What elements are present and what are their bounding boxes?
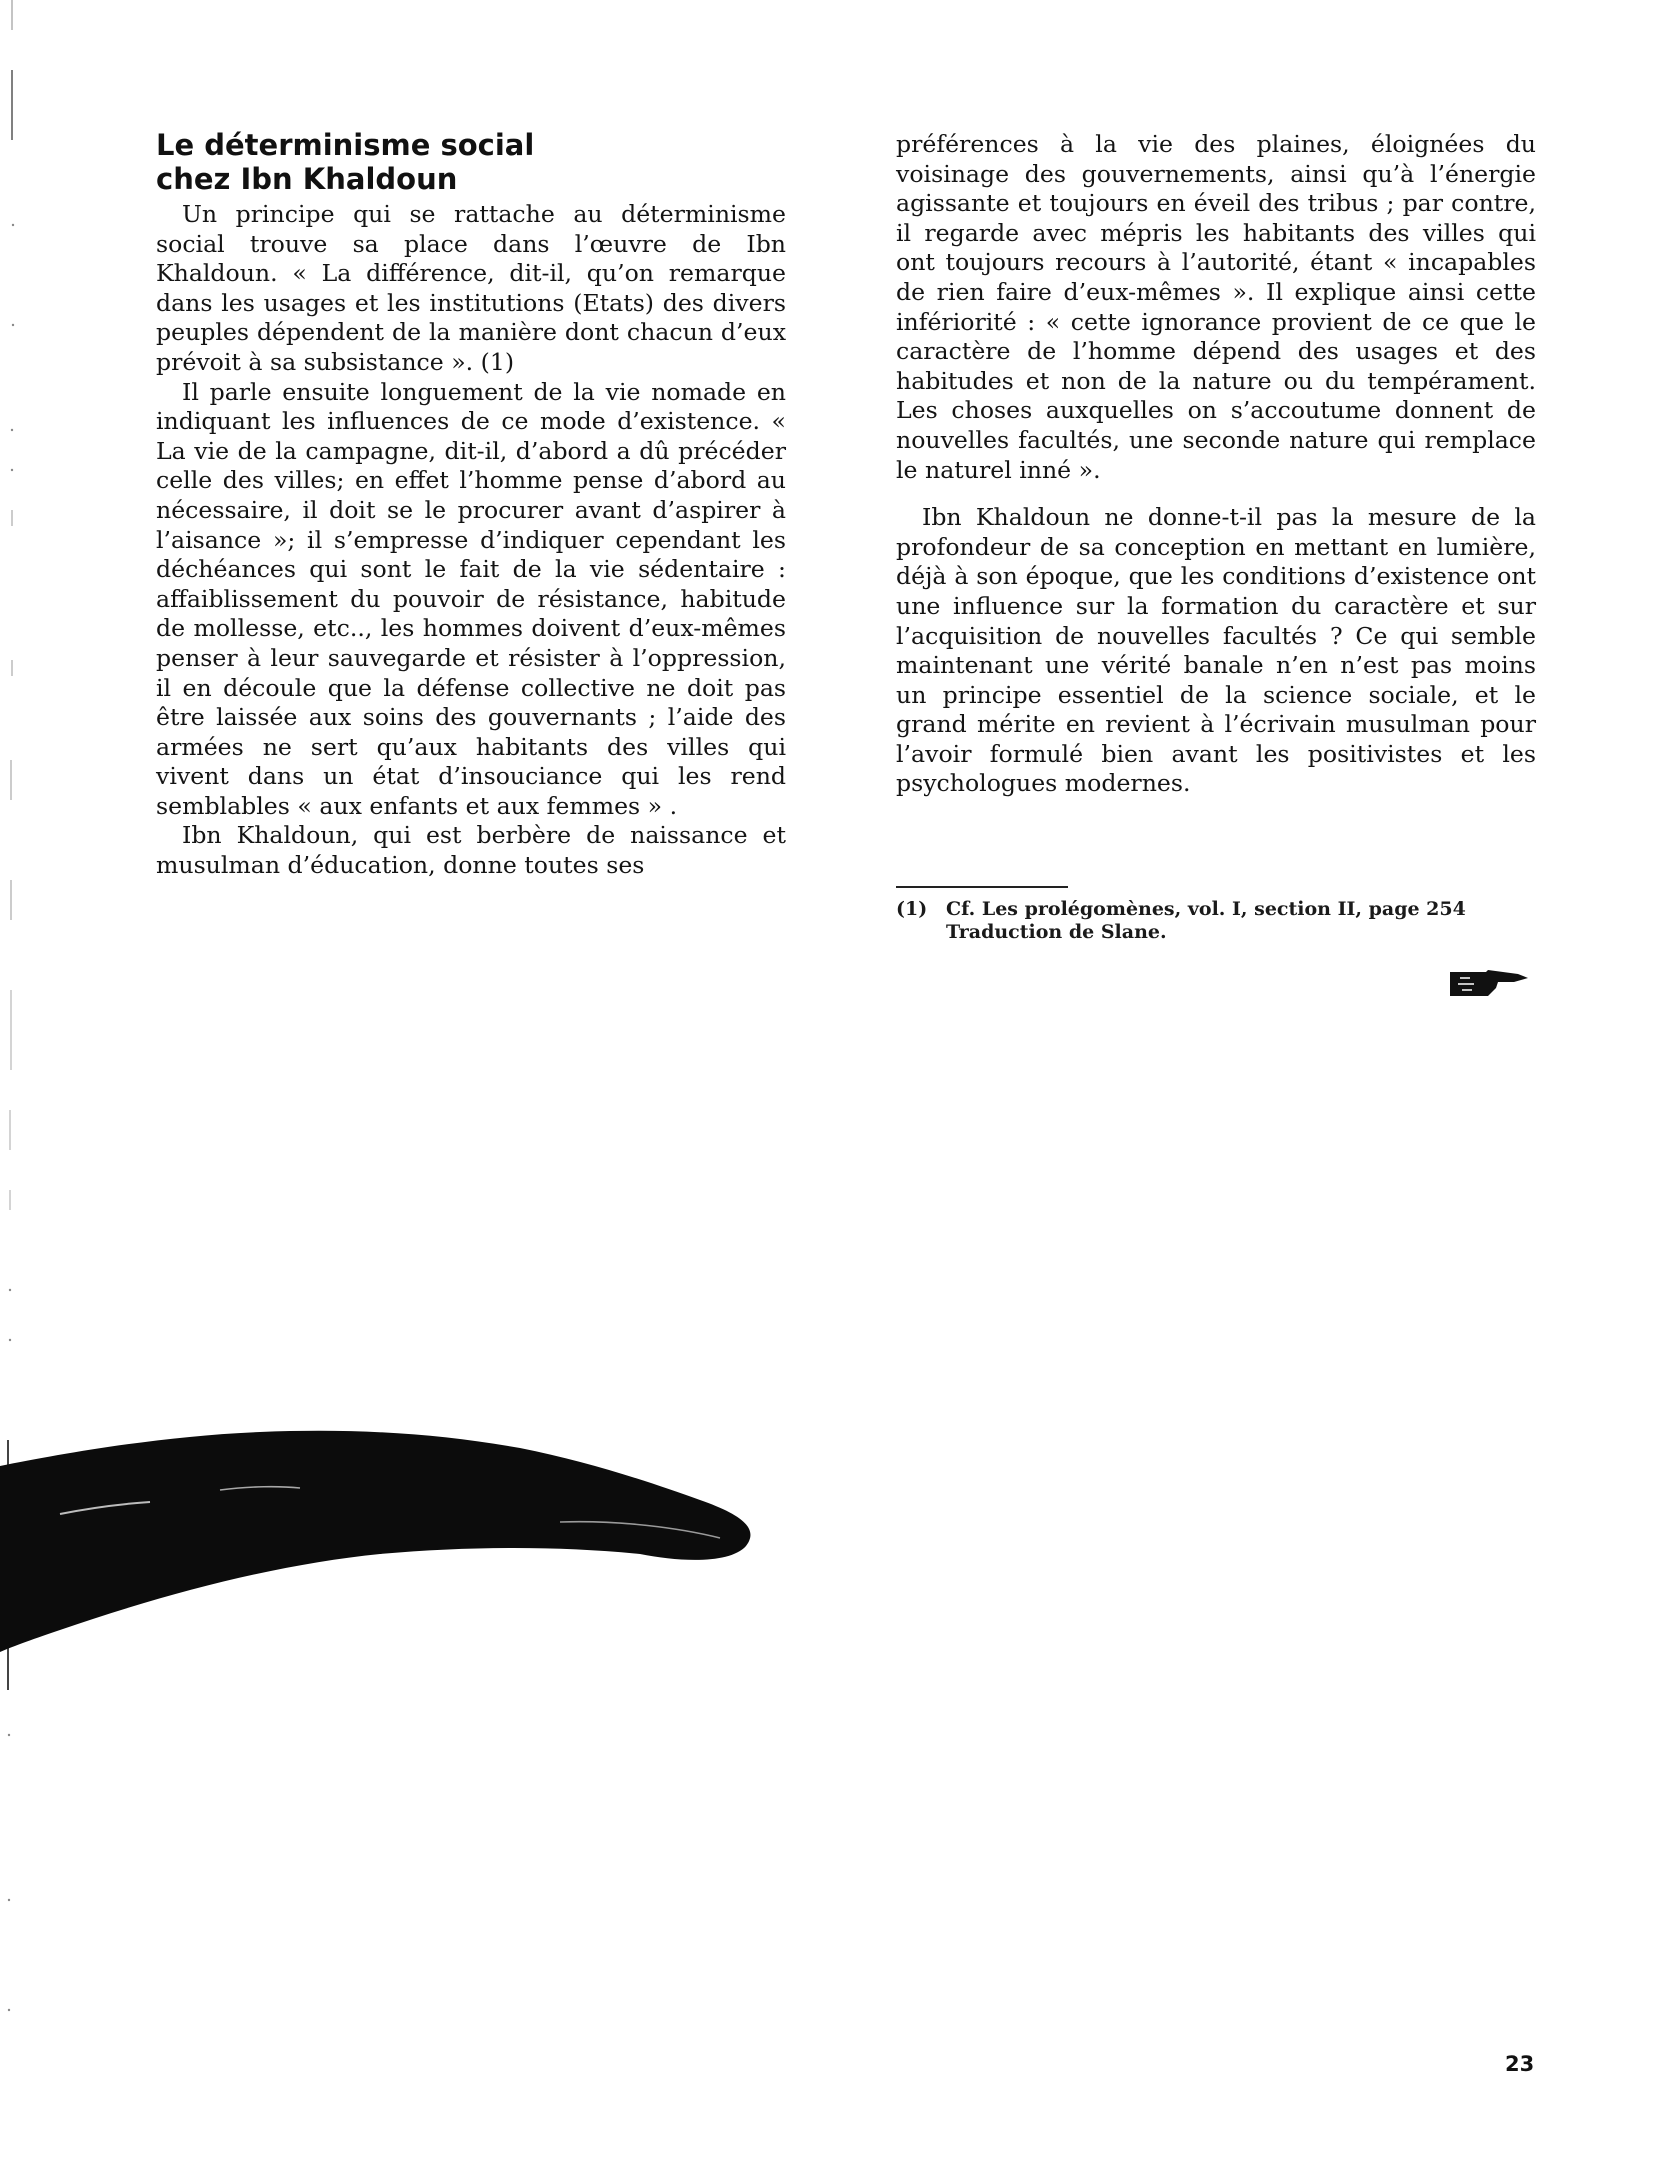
scan-edge-marks bbox=[0, 0, 24, 2176]
title-line-1: Le déterminisme social bbox=[156, 128, 535, 162]
footnote bbox=[896, 898, 1536, 944]
article-title bbox=[156, 128, 786, 196]
footnote-line-2: Traduction de Slane. bbox=[946, 921, 1167, 943]
paragraph-2: Il parle ensuite longuement de la vie nomade en indiquant les influences de ce mode d’existence. « La vie de la campagne, dit-il, d’abord a dû précéder celle des villes; en effet l’homme pense d’abord au nécessaire, il doit se le procurer avant d’aspirer à l’aisance »; il s’empresse d’indiquer cependant les déchéances qui sont le fait de la vie sédentaire : affaiblissement du pouvoir de résistance, habitude de mollesse, etc.., les hommes doivent d’eux-mêmes penser à leur sauvegarde et résister à l’oppression, il en découle que la défense collective ne doit pas être laissée aux soins des gouvernants ; l’aide des armées ne sert qu’aux habitants des villes qui vivent dans un état d’insouciance qui les rend semblables « aux enfants et aux femmes » . bbox=[156, 377, 786, 820]
paragraph-1: Un principe qui se rattache au déterminisme social trouve sa place dans l’œuvre de Ibn Khaldoun. « La différence, dit-il, qu’on remarque dans les usages et les institutions (Etats) des divers peuples dépendent de la manière dont chacun d’eux prévoit à sa subsistance ». (1) bbox=[156, 200, 786, 376]
footnote-line-1: Cf. Les prolégomènes, vol. I, section II, page 254 bbox=[946, 898, 1466, 920]
footnote-divider bbox=[896, 886, 1068, 888]
pointing-hand-icon bbox=[1448, 966, 1530, 1000]
brush-stroke bbox=[0, 1396, 760, 1676]
paragraph-4: Ibn Khaldoun ne donne-t-il pas la mesure de la profondeur de sa conception en mettant en lumière, déjà à son époque, que les conditions d’existence ont une influence sur la formation du caractère et sur l’acquisition de nouvelles facultés ? Ce qui semble maintenant une vérité banale n’en n’est pas moins un principe essentiel de la science sociale, et le grand mérite en revient à l’écrivain musulman pour l’avoir formulé bien avant les positivistes et les psychologues modernes. bbox=[896, 503, 1536, 798]
right-column bbox=[896, 130, 1536, 799]
page-number: 23 bbox=[1505, 2052, 1535, 2076]
left-column bbox=[156, 128, 786, 881]
paragraph-3: Ibn Khaldoun, qui est berbère de naissance et musulman d’éducation, donne toutes ses bbox=[156, 821, 786, 880]
footnote-number: (1) bbox=[896, 898, 928, 920]
paragraph-3-continued: préférences à la vie des plaines, éloignées du voisinage des gouvernements, ainsi qu’à l’énergie agissante et toujours en éveil des tribus ; par contre, il regarde avec mépris les habitants des villes qui ont toujours recours à l’autorité, étant « incapables de rien faire d’eux-mêmes ». Il explique ainsi cette infériorité : « cette ignorance provient de ce que le caractère de l’homme dépend des usages et des habitudes et non de la nature ou du tempérament. Les choses auxquelles on s’accoutume donnent de nouvelles facultés, une seconde nature qui remplace le naturel inné ». bbox=[896, 130, 1536, 484]
title-line-2: chez Ibn Khaldoun bbox=[156, 162, 458, 196]
